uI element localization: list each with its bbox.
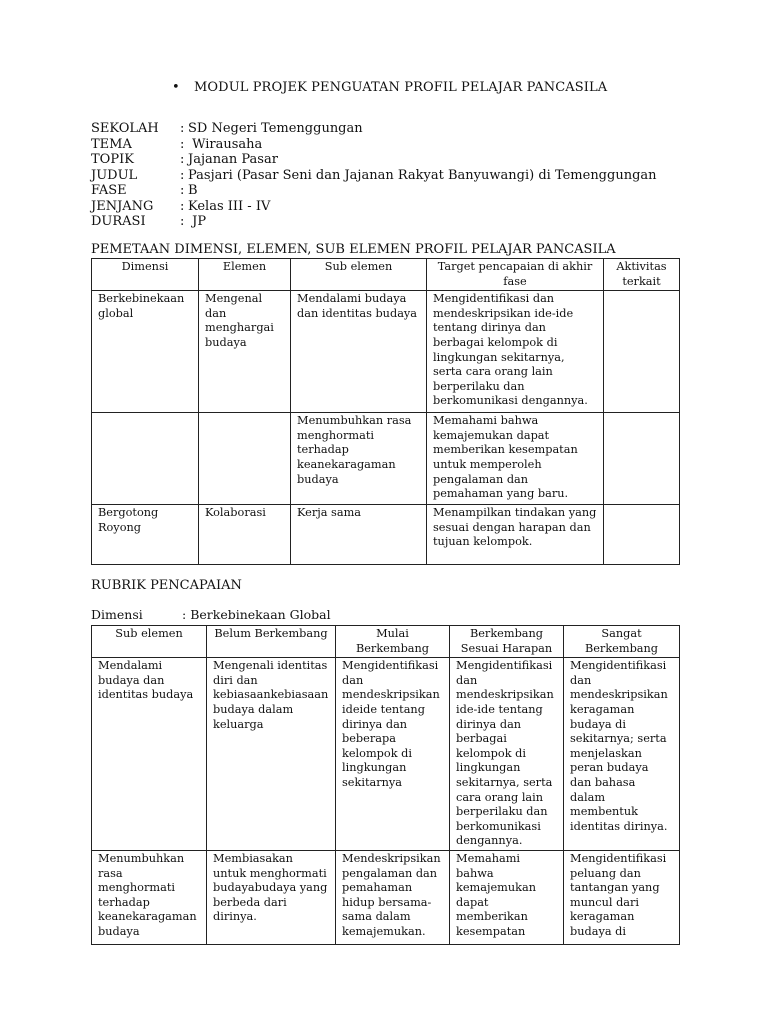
table-cell: Menumbuhkan rasa menghormati terhadap keanekaragaman budaya — [92, 850, 207, 944]
info-row-durasi: DURASI : JP — [91, 214, 207, 229]
table-cell: Kolaborasi — [199, 505, 291, 565]
table-row — [92, 658, 680, 851]
table-row — [92, 291, 680, 413]
header-sangat-berkembang: Sangat Berkembang — [564, 626, 680, 658]
info-row-jenjang: JENJANG : Kelas III - IV — [91, 198, 271, 214]
table-row — [92, 850, 680, 944]
header-sub-elemen: Sub elemen — [291, 259, 427, 291]
table-row — [92, 505, 680, 565]
table-cell: Mengidentifikasi dan mendeskripsikan ide-ide tentang dirinya dan berbagai kelompok di lingkungan sekitarnya, serta cara orang lain berperilaku dan berkomunikasi dengannya. — [427, 291, 604, 413]
table-cell: Menampilkan tindakan yang sesuai dengan harapan dan tujuan kelompok. — [427, 505, 604, 565]
table-cell: Memahami bahwa kemajemukan dapat memberikan kesempatan — [450, 850, 564, 944]
table-cell: Berkebinekaan global — [92, 291, 199, 413]
table-cell — [604, 505, 680, 565]
table-cell: Mengidentifikasi dan mendeskripsikan ide-ide tentang dirinya dan berbagai kelompok di lingkungan sekitarnya, serta cara orang lain berperilaku dan berkomunikasi dengannya. — [450, 658, 564, 851]
info-row-topik: TOPIK : Jajanan Pasar — [91, 152, 278, 167]
header-aktivitas: Aktivitas terkait — [604, 259, 680, 291]
info-row-tema: TEMA : Wirausaha — [91, 136, 263, 152]
table-row — [92, 413, 680, 505]
table-cell: Mengidentifikasi peluang dan tantangan yang muncul dari keragaman budaya di — [564, 850, 680, 944]
bullet-icon: • — [172, 80, 180, 95]
table-cell — [604, 413, 680, 505]
table-cell: Mendeskripsikan pengalaman dan pemahaman hidup bersama-sama dalam kemajemukan. — [336, 850, 450, 944]
table-cell: Mendalami budaya dan identitas budaya — [291, 291, 427, 413]
table-cell: Membiasakan untuk menghormati budayabudaya yang berbeda dari dirinya. — [207, 850, 336, 944]
table-cell: Mendalami budaya dan identitas budaya — [92, 658, 207, 851]
table-cell: Menumbuhkan rasa menghormati terhadap keanekaragaman budaya — [291, 413, 427, 505]
header-target: Target pencapaian di akhir fase — [427, 259, 604, 291]
mapping-heading: PEMETAAN DIMENSI, ELEMEN, SUB ELEMEN PROFIL PELAJAR PANCASILA — [91, 242, 616, 257]
table-cell — [604, 291, 680, 413]
info-row-fase: FASE : B — [91, 183, 198, 198]
school-info — [91, 121, 657, 230]
header-belum-berkembang: Belum Berkembang — [207, 626, 336, 658]
header-sub-elemen: Sub elemen — [92, 626, 207, 658]
table-cell: Kerja sama — [291, 505, 427, 565]
table-cell: Mengidentifikasi dan mendeskripsikan ideide tentang dirinya dan beberapa kelompok di lingkungan sekitarnya — [336, 658, 450, 851]
rubric-heading: RUBRIK PENCAPAIAN — [91, 578, 242, 593]
header-berkembang-sesuai-harapan: Berkembang Sesuai Harapan — [450, 626, 564, 658]
mapping-table — [91, 258, 680, 565]
table-cell — [92, 413, 199, 505]
header-mulai-berkembang: Mulai Berkembang — [336, 626, 450, 658]
rubric-table — [91, 625, 680, 945]
table-header-row — [92, 259, 680, 291]
document-title — [172, 80, 607, 95]
table-cell — [199, 413, 291, 505]
info-row-sekolah: SEKOLAH : SD Negeri Temenggungan — [91, 121, 363, 136]
dimension-line: Dimensi : Berkebinekaan Global — [91, 607, 331, 622]
table-cell: Memahami bahwa kemajemukan dapat memberikan kesempatan untuk memperoleh pengalaman dan pemahaman yang baru. — [427, 413, 604, 505]
table-cell: Mengenali identitas diri dan kebiasaankebiasaan budaya dalam keluarga — [207, 658, 336, 851]
header-elemen: Elemen — [199, 259, 291, 291]
table-cell: Mengenal dan menghargai budaya — [199, 291, 291, 413]
header-dimensi: Dimensi — [92, 259, 199, 291]
title-text: MODUL PROJEK PENGUATAN PROFIL PELAJAR PANCASILA — [194, 80, 608, 95]
table-cell: Mengidentifikasi dan mendeskripsikan keragaman budaya di sekitarnya; serta menjelaskan peran budaya dan bahasa dalam membentuk identitas dirinya. — [564, 658, 680, 851]
info-row-judul: JUDUL : Pasjari (Pasar Seni dan Jajanan Rakyat Banyuwangi) di Temenggungan — [91, 167, 657, 183]
table-header-row — [92, 626, 680, 658]
table-cell: Bergotong Royong — [92, 505, 199, 565]
